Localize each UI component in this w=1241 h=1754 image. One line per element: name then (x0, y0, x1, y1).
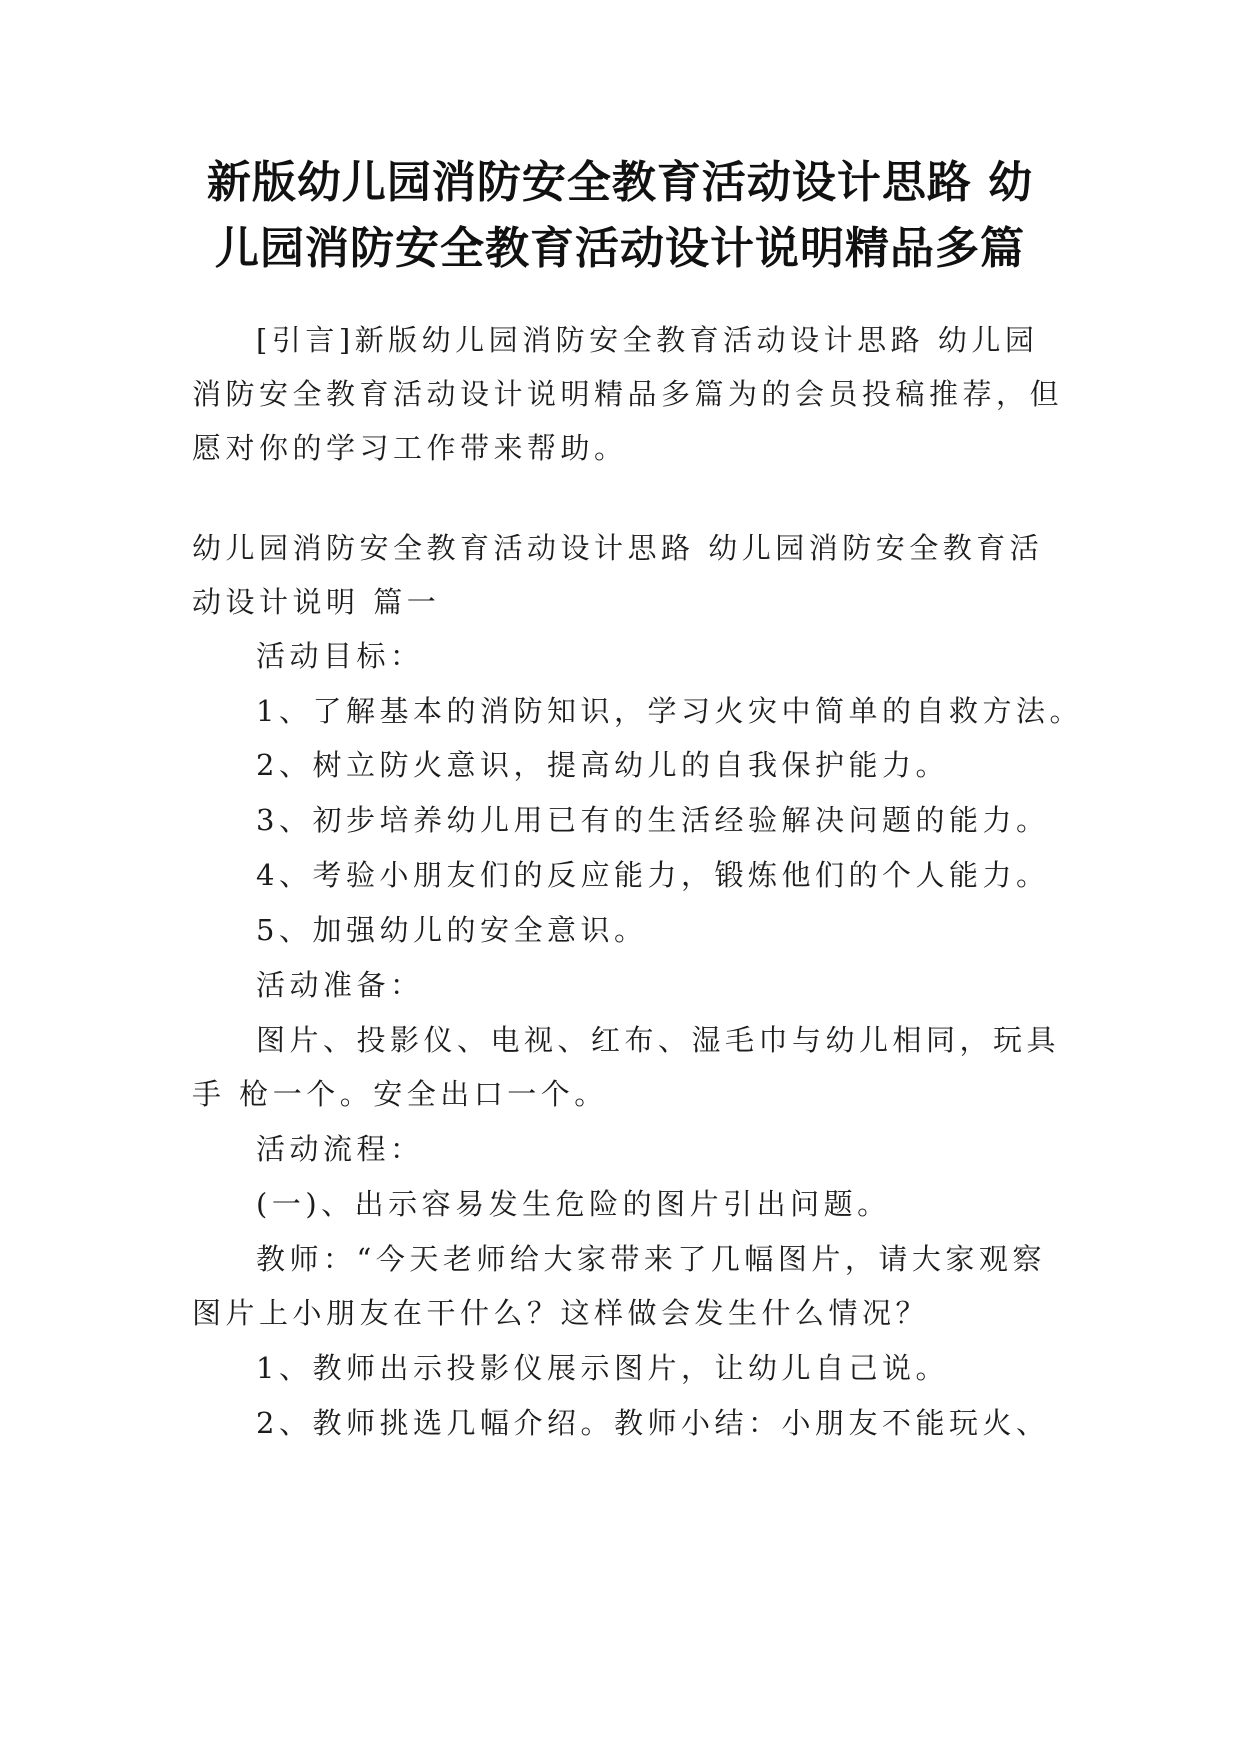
step-2: 2、教师挑选几幅介绍。教师小结：小朋友不能玩火、 (256, 1406, 1050, 1440)
title-line-1: 新版幼儿园消防安全教育活动设计思路 幼 (206, 157, 1034, 208)
teacher-line-1: 教师：“今天老师给大家带来了几幅图片，请大家观察 (256, 1242, 1046, 1276)
goal-item: 3、初步培养幼儿用已有的生活经验解决问题的能力。 (256, 803, 1050, 837)
goals-label: 活动目标： (256, 639, 424, 673)
intro-line-1: [引言]新版幼儿园消防安全教育活动设计思路 幼儿园 (256, 323, 1039, 357)
prep-line-1: 图片、投影仪、电视、红布、湿毛巾与幼儿相同，玩具 (256, 1023, 1061, 1057)
document-title (190, 150, 1050, 282)
section-heading-line-2: 动设计说明 篇一 (192, 585, 441, 619)
goal-item: 1、了解基本的消防知识，学习火灾中简单的自救方法。 (256, 694, 1083, 728)
step-1: 1、教师出示投影仪展示图片，让幼儿自己说。 (256, 1351, 949, 1385)
flow-label: 活动流程： (256, 1132, 424, 1166)
flow-step-1: (一)、出示容易发生危险的图片引出问题。 (256, 1187, 891, 1221)
intro-line-3: 愿对你的学习工作带来帮助。 (192, 431, 628, 465)
teacher-line-2: 图片上小朋友在干什么？这样做会发生什么情况？ (192, 1296, 930, 1330)
prep-line-2: 手 枪一个。安全出口一个。 (192, 1077, 608, 1111)
goal-item: 5、加强幼儿的安全意识。 (256, 913, 648, 947)
goal-item: 4、考验小朋友们的反应能力，锻炼他们的个人能力。 (256, 858, 1050, 892)
title-line-2: 儿园消防安全教育活动设计说明精品多篇 (215, 223, 1025, 274)
goal-item: 2、树立防火意识，提高幼儿的自我保护能力。 (256, 748, 949, 782)
prep-label: 活动准备： (256, 968, 424, 1002)
section-heading-line-1: 幼儿园消防安全教育活动设计思路 幼儿园消防安全教育活 (192, 531, 1044, 565)
intro-line-2: 消防安全教育活动设计说明精品多篇为的会员投稿推荐，但 (192, 377, 1064, 411)
